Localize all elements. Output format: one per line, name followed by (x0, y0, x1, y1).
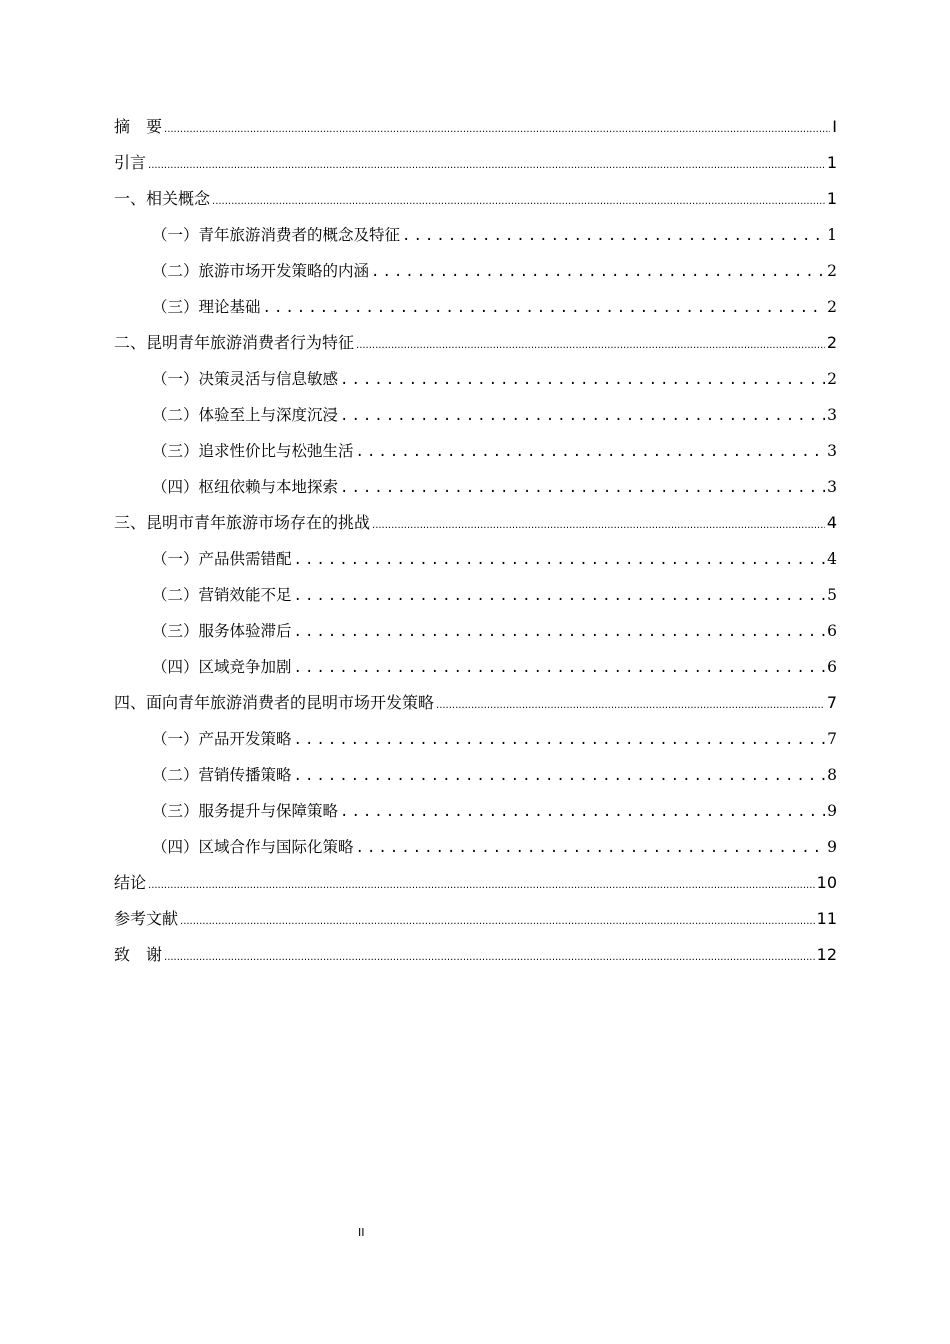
toc-entry-page-number: 9 (827, 802, 837, 820)
toc-dot-leader (356, 341, 825, 351)
toc-dot-leader (164, 953, 815, 963)
toc-dot-leader (164, 125, 830, 135)
toc-dot-leader (294, 661, 826, 675)
toc-dot-leader (372, 521, 825, 531)
toc-entry-title: （二）营销效能不足 (152, 586, 292, 604)
toc-dot-leader (294, 553, 826, 567)
toc-entry-title: 摘 要 (114, 117, 163, 136)
toc-entry-level2[interactable] (114, 760, 837, 796)
toc-entry-page-number: 4 (826, 513, 837, 532)
toc-dot-leader (148, 881, 815, 891)
toc-entry-level1[interactable] (114, 184, 837, 220)
toc-entry-level2[interactable] (114, 580, 837, 616)
footer-page-number: II (358, 1226, 365, 1239)
toc-entry-title: 四、面向青年旅游消费者的昆明市场开发策略 (114, 693, 435, 712)
toc-dot-leader (402, 229, 825, 243)
toc-entry-level2[interactable] (114, 472, 837, 508)
toc-entry-title: 二、昆明青年旅游消费者行为特征 (114, 333, 355, 352)
toc-entry-page-number: 12 (816, 945, 837, 964)
toc-entry-level1[interactable] (114, 328, 837, 364)
toc-dot-leader (294, 769, 826, 783)
toc-entry-title: （三）服务提升与保障策略 (152, 802, 339, 820)
toc-entry-page-number: I (832, 117, 837, 136)
toc-entry-level1[interactable] (114, 148, 837, 184)
toc-entry-title: 结论 (114, 873, 147, 892)
toc-entry-title: （四）枢纽依赖与本地探索 (152, 478, 339, 496)
toc-entry-title: （三）理论基础 (152, 298, 261, 316)
toc-dot-leader (356, 841, 826, 855)
toc-entry-level2[interactable] (114, 652, 837, 688)
toc-dot-leader (180, 917, 815, 927)
toc-entry-page-number: 2 (827, 370, 837, 388)
toc-entry-level2[interactable] (114, 400, 837, 436)
toc-dot-leader (263, 301, 826, 315)
toc-entry-page-number: 1 (826, 189, 837, 208)
toc-entry-level1[interactable] (114, 508, 837, 544)
toc-entry-page-number: 3 (827, 406, 837, 424)
toc-entry-page-number: 4 (827, 550, 837, 568)
toc-entry-title: 三、昆明市青年旅游市场存在的挑战 (114, 513, 371, 532)
toc-entry-level2[interactable] (114, 256, 837, 292)
toc-entry-page-number: 1 (827, 226, 837, 244)
toc-entry-page-number: 9 (827, 838, 837, 856)
toc-entry-level2[interactable] (114, 364, 837, 400)
toc-entry-title: 致 谢 (114, 945, 163, 964)
toc-entry-page-number: 3 (827, 442, 837, 460)
toc-entry-page-number: 2 (827, 298, 837, 316)
toc-entry-page-number: 11 (816, 909, 837, 928)
toc-entry-page-number: 6 (827, 622, 837, 640)
toc-entry-title: 参考文献 (114, 909, 179, 928)
toc-entry-level2[interactable] (114, 436, 837, 472)
toc-entry-level1[interactable] (114, 688, 837, 724)
toc-entry-page-number: 2 (827, 262, 837, 280)
toc-dot-leader (212, 197, 825, 207)
toc-dot-leader (436, 701, 825, 711)
toc-entry-level2[interactable] (114, 832, 837, 868)
toc-dot-leader (294, 733, 826, 747)
toc-entry-title: 一、相关概念 (114, 189, 211, 208)
toc-entry-title: （四）区域竞争加剧 (152, 658, 292, 676)
toc-entry-page-number: 3 (827, 478, 837, 496)
toc-entry-level2[interactable] (114, 292, 837, 328)
toc-entry-title: （一）产品供需错配 (152, 550, 292, 568)
toc-entry-page-number: 2 (826, 333, 837, 352)
toc-entry-title: 引言 (114, 153, 147, 172)
toc-entry-title: （一）产品开发策略 (152, 730, 292, 748)
table-of-contents (114, 112, 837, 976)
toc-entry-page-number: 7 (827, 730, 837, 748)
toc-entry-level1[interactable] (114, 940, 837, 976)
toc-entry-title: （四）区域合作与国际化策略 (152, 838, 354, 856)
toc-dot-leader (340, 481, 825, 495)
toc-entry-level2[interactable] (114, 220, 837, 256)
toc-entry-page-number: 5 (827, 586, 837, 604)
toc-entry-title: （二）营销传播策略 (152, 766, 292, 784)
toc-dot-leader (294, 625, 826, 639)
toc-entry-level1[interactable] (114, 868, 837, 904)
toc-entry-level2[interactable] (114, 796, 837, 832)
toc-entry-title: （一）决策灵活与信息敏感 (152, 370, 339, 388)
toc-dot-leader (340, 409, 825, 423)
toc-dot-leader (371, 265, 825, 279)
toc-entry-page-number: 6 (827, 658, 837, 676)
toc-entry-level2[interactable] (114, 544, 837, 580)
toc-dot-leader (340, 805, 825, 819)
toc-entry-page-number: 1 (826, 153, 837, 172)
toc-dot-leader (340, 373, 825, 387)
toc-entry-title: （二）旅游市场开发策略的内涵 (152, 262, 370, 280)
toc-entry-level1[interactable] (114, 904, 837, 940)
toc-dot-leader (356, 445, 826, 459)
toc-entry-title: （二）体验至上与深度沉浸 (152, 406, 339, 424)
toc-dot-leader (294, 589, 826, 603)
toc-entry-level2[interactable] (114, 724, 837, 760)
toc-entry-page-number: 10 (816, 873, 837, 892)
toc-entry-title: （三）追求性价比与松弛生活 (152, 442, 354, 460)
toc-entry-title: （一）青年旅游消费者的概念及特征 (152, 226, 401, 244)
toc-entry-level2[interactable] (114, 616, 837, 652)
toc-entry-title: （三）服务体验滞后 (152, 622, 292, 640)
toc-entry-level1[interactable] (114, 112, 837, 148)
toc-entry-page-number: 8 (827, 766, 837, 784)
toc-dot-leader (148, 161, 825, 171)
toc-entry-page-number: 7 (826, 693, 837, 712)
